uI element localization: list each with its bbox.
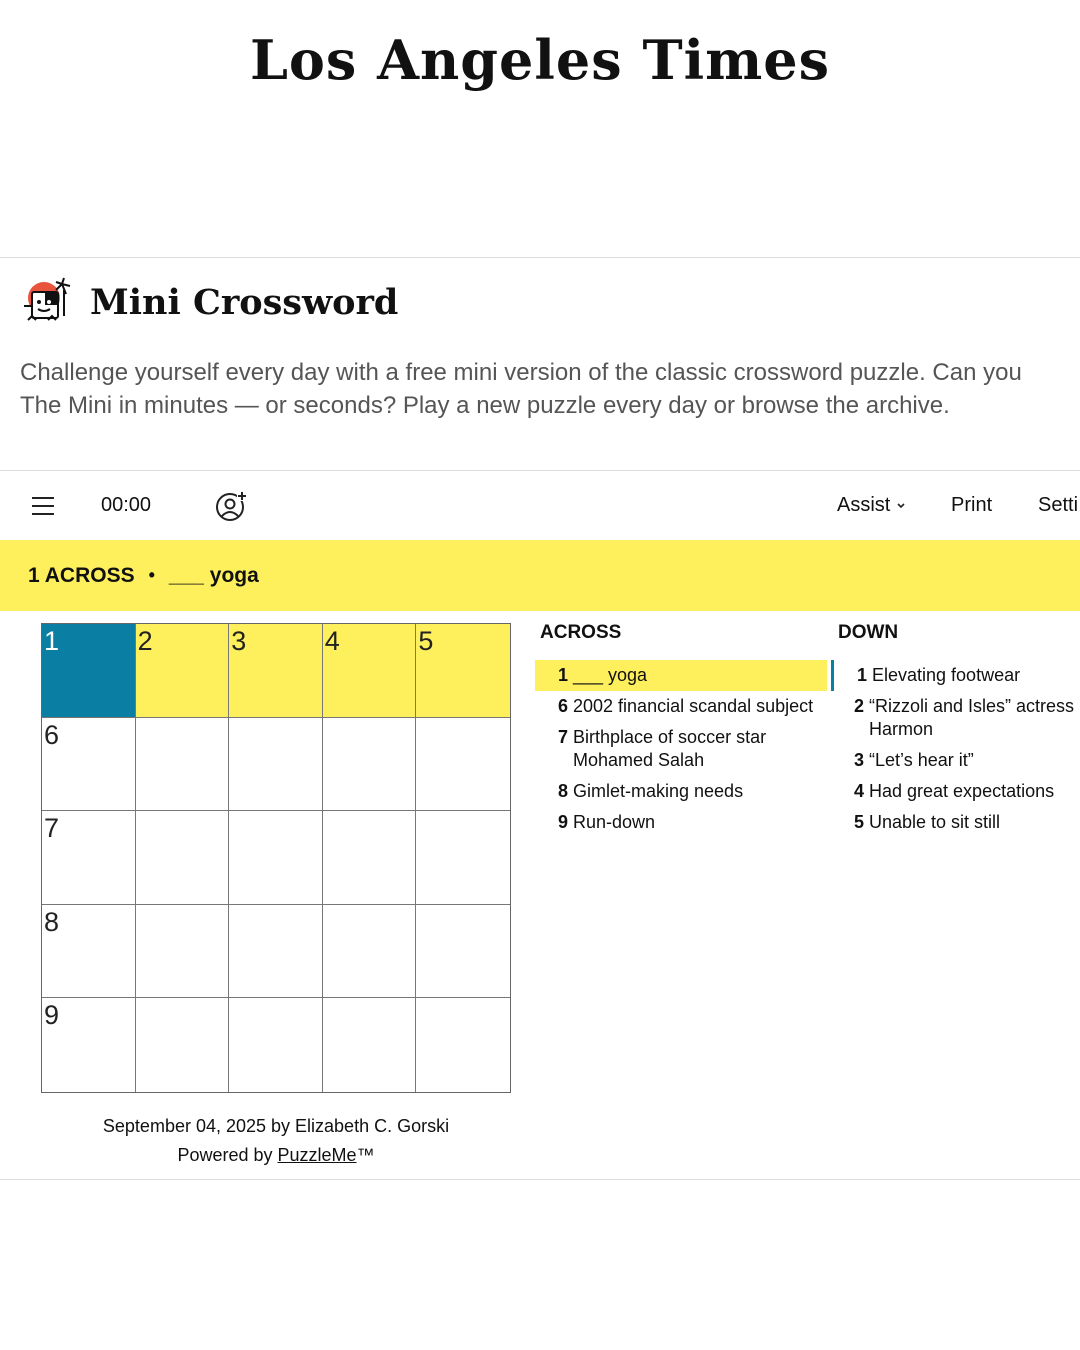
clue-text: Unable to sit still (869, 812, 1001, 832)
puzzle-credit (41, 1112, 511, 1170)
grid-cell[interactable] (42, 624, 136, 718)
clue-number: 5 (853, 812, 864, 832)
clue-text: Run-down (573, 812, 656, 832)
clue-number: 9 (557, 812, 568, 832)
assist-label: Assist (837, 494, 891, 516)
clue-text: 2002 financial scandal subject (573, 696, 814, 716)
divider (0, 1179, 1080, 1180)
clue-number: 8 (557, 781, 568, 801)
page-title: Mini Crossword (90, 281, 399, 323)
down-clue-2[interactable] (831, 691, 1080, 745)
current-clue-text: ___ yoga (168, 563, 259, 587)
grid-cell[interactable] (323, 811, 417, 905)
cell-number: 8 (44, 906, 60, 937)
cell-number: 2 (137, 626, 153, 656)
grid-cell[interactable] (136, 811, 230, 905)
grid-cell[interactable] (229, 811, 323, 905)
grid-cell[interactable] (136, 624, 230, 718)
clue-text: “Rizzoli and Isles” actress Harmon (869, 696, 1075, 739)
down-clue-1[interactable] (831, 660, 1080, 691)
grid-cell[interactable] (323, 905, 417, 999)
grid-cell[interactable] (42, 718, 136, 812)
print-button[interactable]: Print (951, 494, 993, 516)
across-clue-9[interactable] (535, 807, 827, 838)
mini-crossword-mascot-icon (18, 276, 78, 328)
clue-text: Birthplace of soccer star Mohamed Salah (573, 727, 767, 770)
across-clue-7[interactable] (535, 722, 827, 776)
settings-button[interactable]: Setti (1038, 494, 1079, 516)
grid-cell[interactable] (229, 998, 323, 1092)
grid-cell[interactable] (229, 905, 323, 999)
la-times-logo[interactable]: Los Angeles Times (249, 28, 831, 92)
clue-text: Gimlet-making needs (573, 781, 744, 801)
grid-cell[interactable] (136, 905, 230, 999)
clue-number: 6 (557, 696, 568, 716)
down-heading: DOWN (838, 622, 899, 643)
clue-text: Elevating footwear (872, 665, 1021, 685)
down-clue-5[interactable] (831, 807, 1080, 838)
grid-cell[interactable] (416, 811, 510, 905)
down-clue-3[interactable] (831, 745, 1080, 776)
across-clue-1[interactable] (535, 660, 827, 691)
description-line: The Mini in minutes — or seconds? Play a new puzzle every day or browse the archive. (20, 392, 950, 419)
grid-cell[interactable] (229, 624, 323, 718)
clue-number: 3 (853, 750, 864, 770)
divider (0, 257, 1080, 258)
across-clue-6[interactable] (535, 691, 827, 722)
trademark: ™ (356, 1145, 375, 1165)
across-clue-list (535, 660, 827, 838)
menu-button[interactable] (31, 471, 55, 540)
clue-number: 1 (856, 665, 867, 685)
down-clue-list (831, 660, 1080, 838)
across-clue-8[interactable] (535, 776, 827, 807)
cell-number: 6 (44, 719, 60, 750)
chevron-down-icon (895, 501, 907, 511)
timer[interactable]: 00:00 (101, 494, 152, 516)
cell-number: 4 (324, 626, 340, 656)
current-clue-label: 1 ACROSS (28, 563, 135, 587)
clue-text: “Let’s hear it” (869, 750, 974, 770)
grid-cell[interactable] (416, 718, 510, 812)
grid-cell[interactable] (42, 905, 136, 999)
add-person-icon (215, 490, 247, 522)
grid-cell[interactable] (136, 998, 230, 1092)
grid-cell[interactable] (229, 718, 323, 812)
clue-number: 1 (557, 665, 568, 685)
clue-separator: • (148, 565, 155, 585)
cell-number: 5 (418, 626, 434, 656)
assist-menu[interactable] (837, 471, 907, 540)
grid-cell[interactable] (416, 905, 510, 999)
cell-number: 7 (44, 813, 60, 844)
grid-cell[interactable] (323, 998, 417, 1092)
across-heading: ACROSS (540, 622, 622, 643)
grid-cell[interactable] (136, 718, 230, 812)
page-description (20, 356, 1080, 422)
description-line: Challenge yourself every day with a free mini version of the classic crossword puzzle. Can you (20, 359, 1022, 386)
grid-cell[interactable] (416, 624, 510, 718)
crossword-grid (41, 623, 511, 1093)
puzzleme-link[interactable]: PuzzleMe (277, 1145, 357, 1165)
clue-text: ___ yoga (573, 665, 648, 685)
down-clue-4[interactable] (831, 776, 1080, 807)
masthead (0, 28, 1080, 92)
powered-by (41, 1141, 511, 1170)
invite-button[interactable] (215, 471, 247, 540)
grid-cell[interactable] (323, 624, 417, 718)
grid-cell[interactable] (416, 998, 510, 1092)
grid-cell[interactable] (323, 718, 417, 812)
cell-number: 9 (44, 1000, 60, 1031)
clue-number: 7 (557, 727, 568, 747)
powered-by-prefix: Powered by (177, 1145, 278, 1165)
current-clue-bar (0, 540, 1080, 611)
clue-number: 4 (853, 781, 864, 801)
cell-number: 1 (44, 626, 60, 656)
puzzle-toolbar (0, 471, 1080, 540)
byline: September 04, 2025 by Elizabeth C. Gorski (102, 1116, 450, 1136)
clue-text: Had great expectations (869, 781, 1055, 801)
grid-cell[interactable] (42, 811, 136, 905)
cell-number: 3 (231, 626, 247, 656)
page-header (18, 276, 398, 328)
grid-cell[interactable] (42, 998, 136, 1092)
clue-number: 2 (853, 696, 864, 716)
hamburger-icon (31, 495, 55, 517)
